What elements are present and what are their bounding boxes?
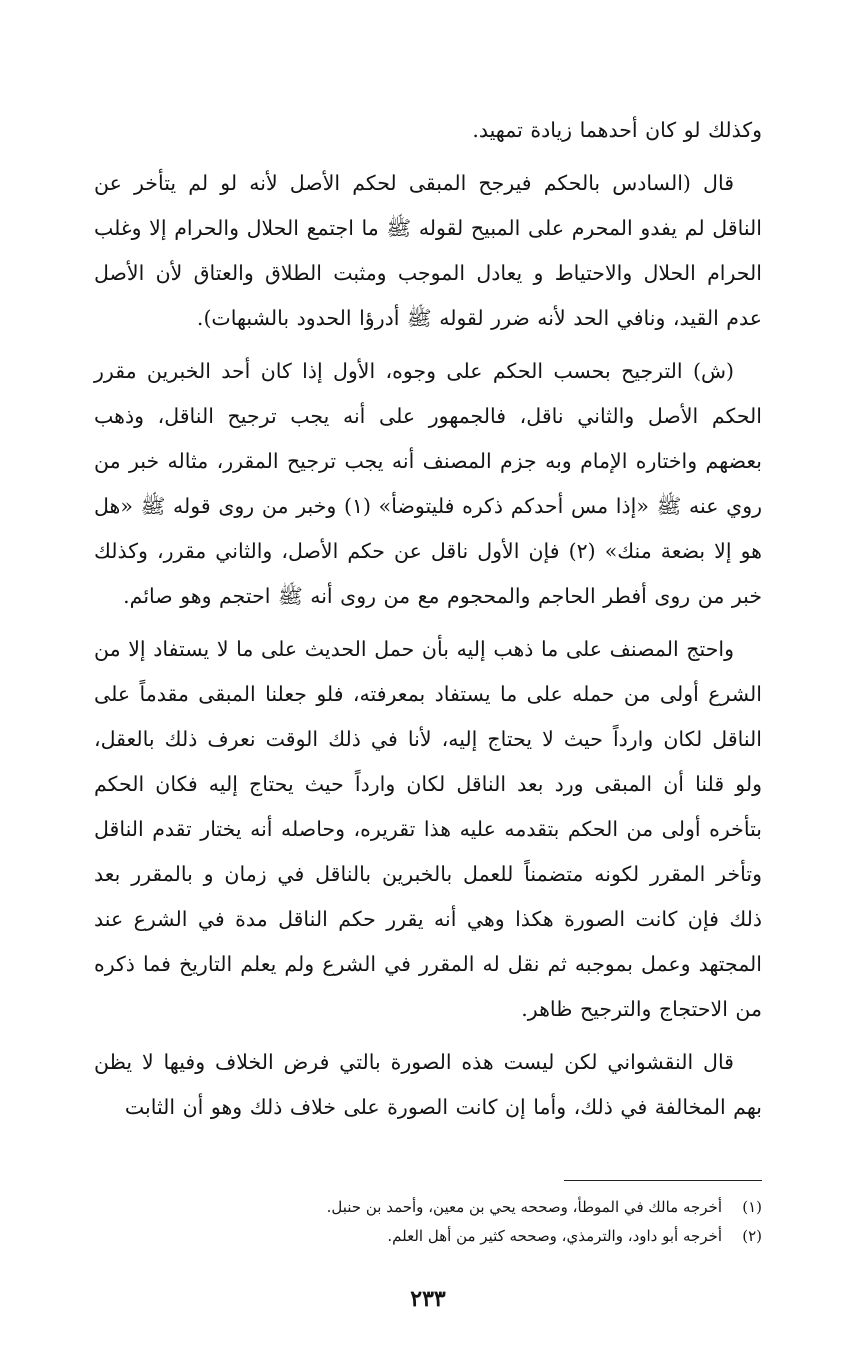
footnote-divider <box>564 1180 762 1181</box>
footnote-number: (٢) <box>742 1227 762 1245</box>
page-number: ٢٣٣ <box>410 1286 446 1312</box>
footnote-2 <box>94 1222 762 1251</box>
footnote-1 <box>94 1193 762 1222</box>
paragraph-5: قال النقشواني لكن ليست هذه الصورة بالتي فرض الخلاف وفيها لا يظن بهم المخالفة في ذلك، وأما إن كانت الصورة على خلاف ذلك وهو أن الثابت <box>94 1050 762 1119</box>
paragraph-3: (ش) الترجيح بحسب الحكم على وجوه، الأول إذا كان أحد الخبرين مقرر الحكم الأصل والثاني ناقل، فالجمهور على أنه يجب ترجيح الناقل، وذهب بعضهم واختاره الإمام وبه جزم المصنف أنه يجب ترجيح المقرر، مثاله خبر من روي عنه ﷺ «إذا مس أحدكم ذكره فليتوضأ» (١) وخبر من روى قوله ﷺ «هل هو إلا بضعة منك» (٢) فإن الأول ناقل عن حكم الأصل، والثاني مقرر، وكذلك خبر من روى أفطر الحاجم والمحجوم مع من روى أنه ﷺ احتجم وهو صائم. <box>94 359 762 608</box>
paragraph-4: واحتج المصنف على ما ذهب إليه بأن حمل الحديث على ما لا يستفاد إلا من الشرع أولى من حمله على ما يستفاد بمعرفته، فلو جعلنا المبقى مقدماً على الناقل لكان وارداً حيث لا يحتاج إليه، لأنا في ذلك الوقت نعرف ذلك بالعقل، ولو قلنا أن المبقى ورد بعد الناقل لكان وارداً حيث يحتاج إليه فكان الحكم بتأخره أولى من الحكم بتقدمه عليه هذا تقريره، وحاصله أنه يختار تقدم الناقل وتأخر المقرر لكونه متضمناً للعمل بالخبرين بالناقل في زمان و بالمقرر بعد ذلك فإن كانت الصورة هكذا وهي أنه يقرر حكم الناقل مدة في الشرع عند المجتهد وعمل بموجبه ثم نقل له المقرر في الشرع ولم يعلم التاريخ فما ذكره من الاحتجاج والترجيح ظاهر. <box>94 637 762 1021</box>
footnote-text: أخرجه مالك في الموطأ، وصححه يحي بن معين، وأحمد بن حنبل. <box>326 1198 722 1216</box>
footnote-text: أخرجه أبو داود، والترمذي، وصححه كثير من أهل العلم. <box>387 1227 722 1245</box>
paragraph-2: قال (السادس بالحكم فيرجح المبقى لحكم الأصل لأنه لو لم يتأخر عن الناقل لم يفدو المحرم على المبيح لقوله ﷺ ما اجتمع الحلال والحرام إلا وغلب الحرام الحلال والاحتياط و يعادل الموجب ومثبت الطلاق والعتاق لأن الأصل عدم القيد، ونافي الحد لأنه ضرر لقوله ﷺ أدرؤا الحدود بالشبهات). <box>94 171 762 330</box>
paragraph-1: وكذلك لو كان أحدهما زيادة تمهيد. <box>472 118 762 142</box>
footnote-number: (١) <box>742 1198 762 1216</box>
footnotes <box>94 1193 762 1251</box>
main-text <box>94 108 762 1130</box>
